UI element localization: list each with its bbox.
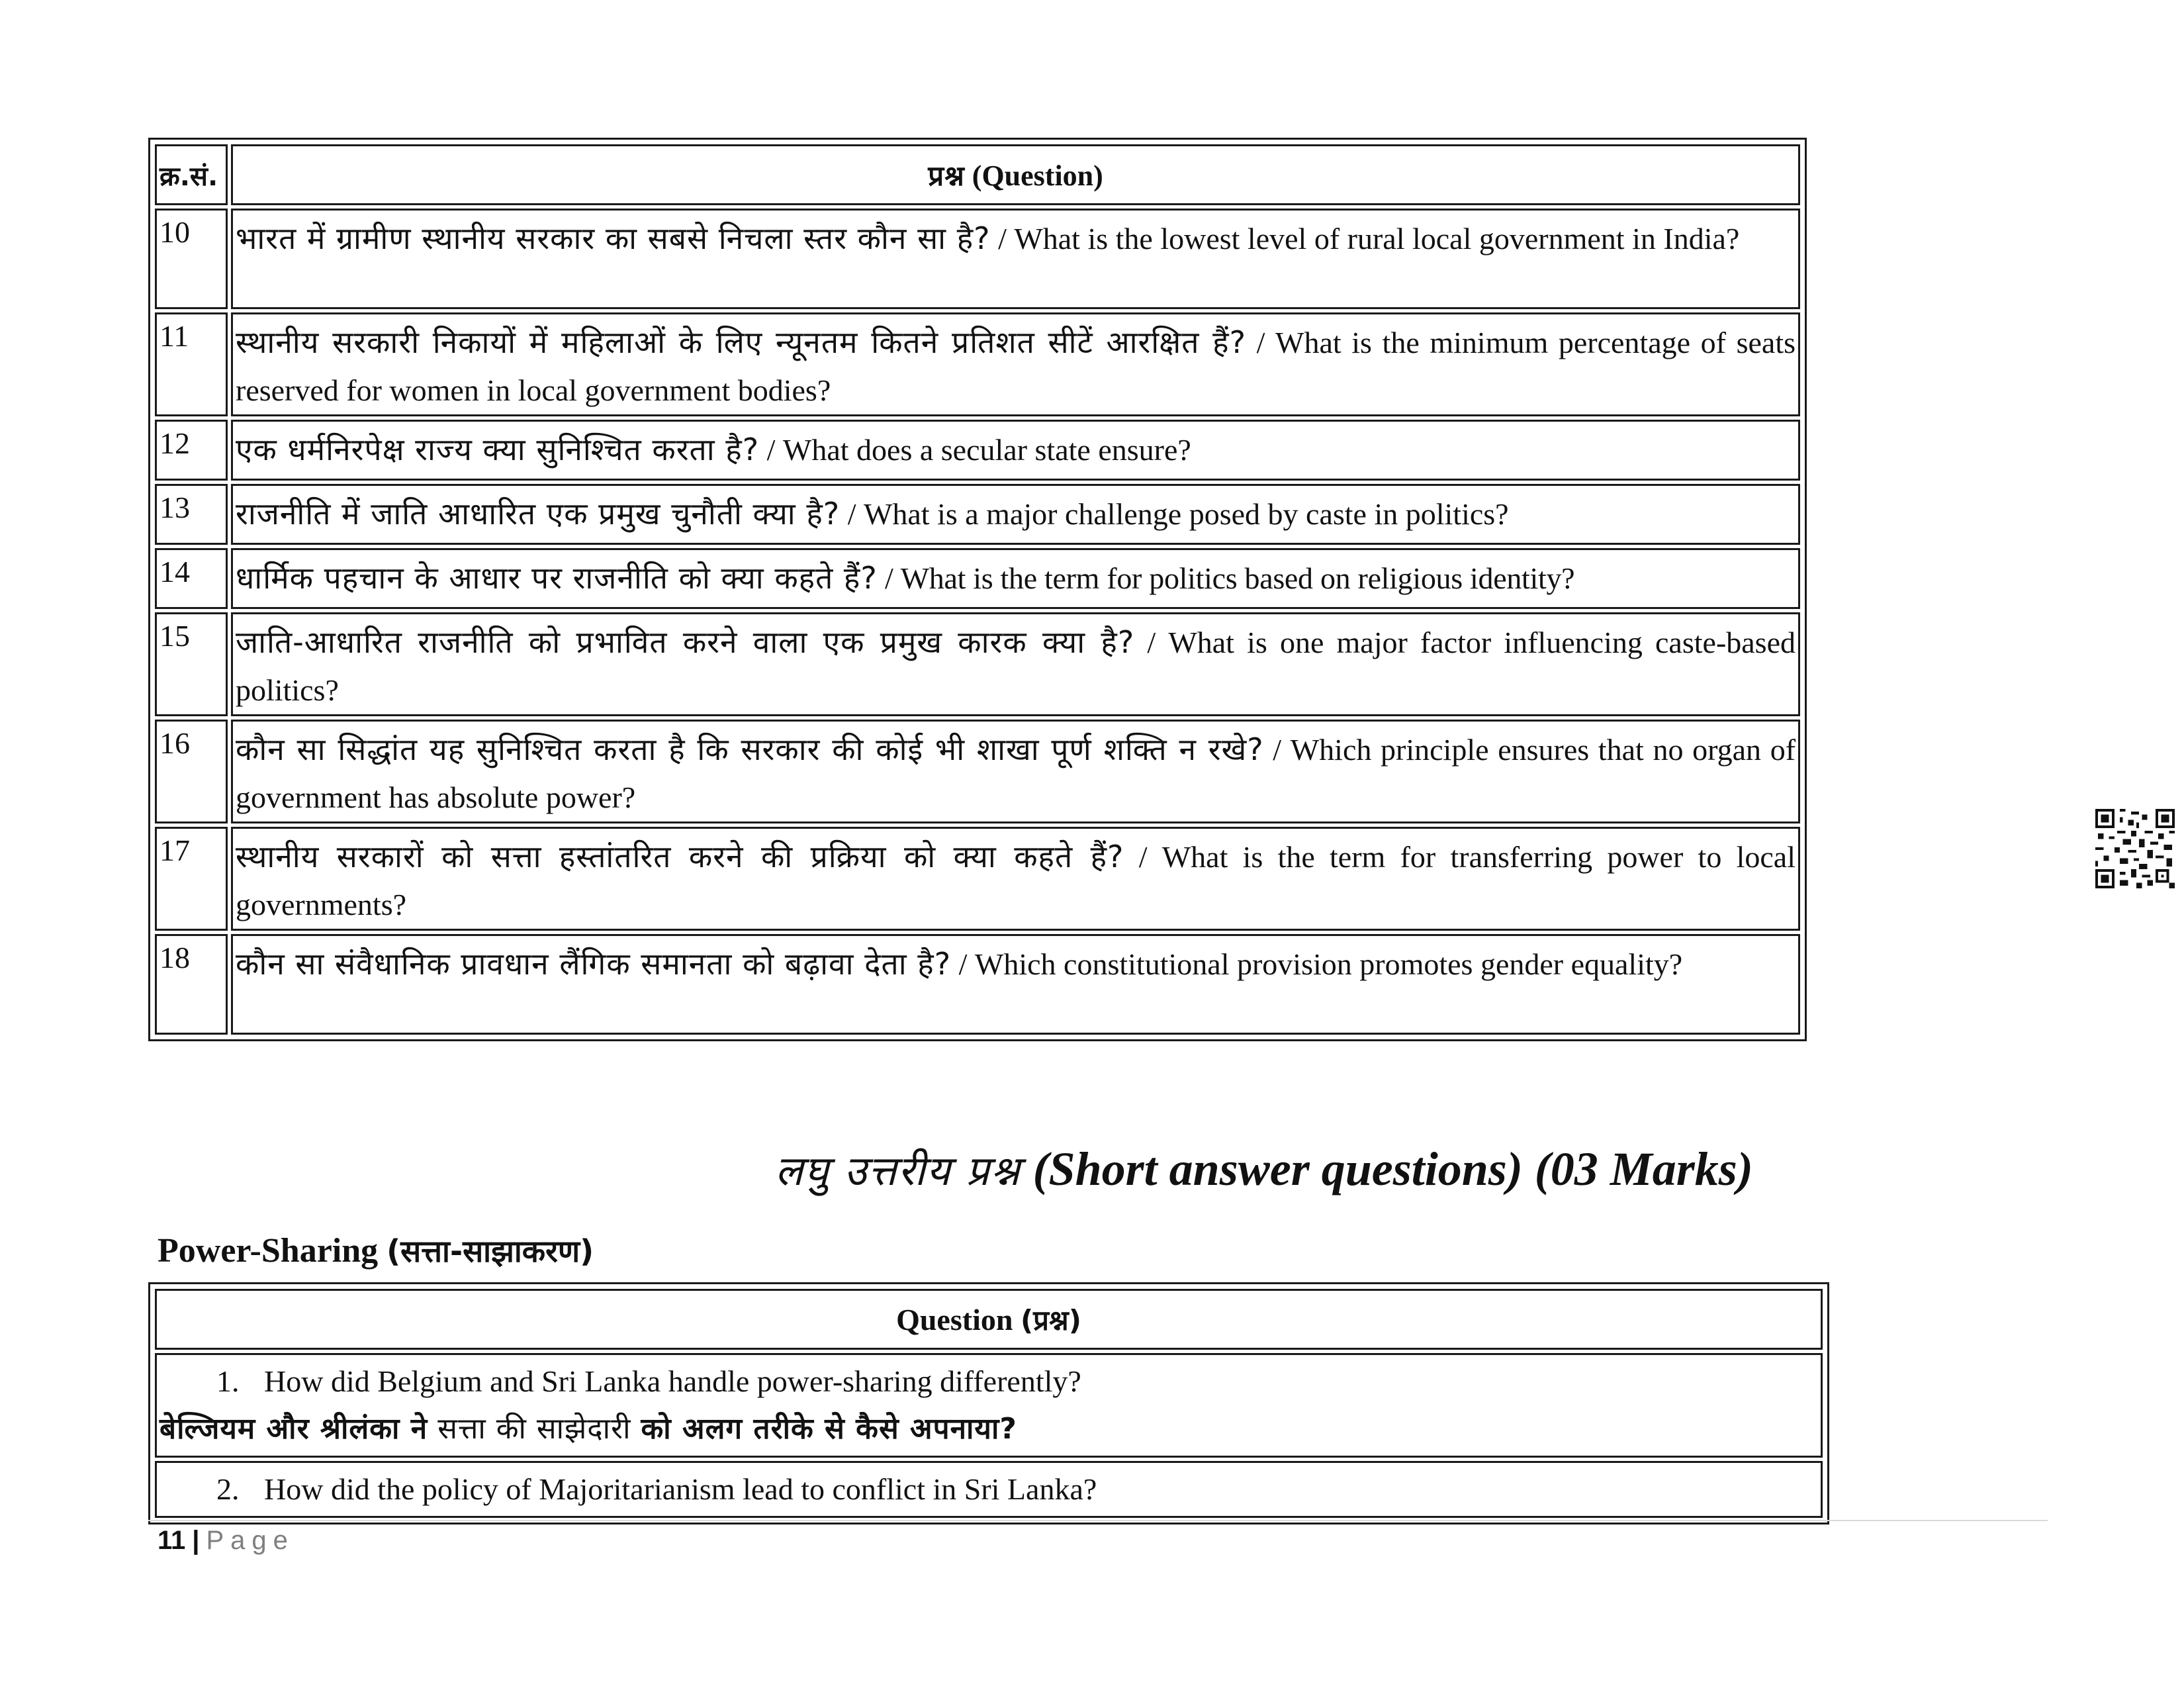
row-question xyxy=(231,827,1800,931)
short-answer-heading xyxy=(0,1142,2184,1197)
question-hindi-part-a: बेल्जियम और श्रीलंका ने xyxy=(159,1412,428,1446)
question-hindi: राजनीति में जाति आधारित एक प्रमुख चुनौती क्या है? xyxy=(236,496,841,532)
short-answer-heading-hindi: लघु उत्तरीय प्रश्न xyxy=(775,1147,1021,1195)
question-hindi: कौन सा सिद्धांत यह सुनिश्चित करता है कि सरकार की कोई भी शाखा पूर्ण शक्ति न रखे? xyxy=(236,731,1264,767)
section-title xyxy=(158,1230,594,1271)
question-english: / Which constitutional provision promotes gender equality? xyxy=(951,947,1683,981)
row-number: 17 xyxy=(155,827,228,931)
row-number: 18 xyxy=(155,934,228,1035)
question-english: / Which principle ensures that no organ of government has absolute power? xyxy=(236,733,1796,814)
question-hindi: कौन सा संवैधानिक प्रावधान लैंगिक समानता को बढ़ावा देता है? xyxy=(236,946,952,982)
table-row xyxy=(155,312,1800,416)
page-label: Page xyxy=(206,1526,295,1555)
question-english: / What is one major factor influencing caste-based politics? xyxy=(236,626,1796,707)
question-english: / What is the minimum percentage of seats reserved for women in local government bodies? xyxy=(236,326,1796,407)
row-question xyxy=(231,934,1800,1035)
question-hindi-part-b: सत्ता की साझेदारी xyxy=(437,1412,631,1446)
row-number: 15 xyxy=(155,612,228,716)
short-question xyxy=(155,1353,1823,1458)
row-number: 10 xyxy=(155,209,228,309)
table-row xyxy=(155,420,1800,481)
page-footer xyxy=(158,1526,295,1556)
question-hindi: स्थानीय सरकारों को सत्ता हस्तांतरित करने की प्रक्रिया को क्या कहते हैं? xyxy=(236,839,1124,874)
table-row xyxy=(155,612,1800,716)
page-number: 11 xyxy=(158,1526,186,1555)
question-english-line xyxy=(159,1358,1818,1405)
question-hindi: जाति-आधारित राजनीति को प्रभावित करने वाला एक प्रमुख कारक क्या है? xyxy=(236,624,1135,660)
row-question xyxy=(231,612,1800,716)
question-english: / What is the lowest level of rural local government in India? xyxy=(990,222,1740,256)
question-hindi-line xyxy=(159,1405,1818,1453)
question-number: 2. xyxy=(216,1472,240,1506)
short-answer-header-row xyxy=(155,1289,1823,1350)
question-english: / What is a major challenge posed by caste in politics? xyxy=(840,497,1509,531)
row-number: 13 xyxy=(155,484,228,545)
question-hindi: एक धर्मनिरपेक्ष राज्य क्या सुनिश्चित करता है? xyxy=(236,432,760,467)
row-question xyxy=(231,312,1800,416)
table-row xyxy=(155,209,1800,309)
row-question xyxy=(231,484,1800,545)
row-number: 12 xyxy=(155,420,228,481)
table-header-row xyxy=(155,144,1800,205)
question-number: 1. xyxy=(216,1364,240,1398)
question-english: How did the policy of Majoritarianism lead to conflict in Sri Lanka? xyxy=(264,1472,1097,1506)
question-english: / What is the term for politics based on religious identity? xyxy=(877,561,1575,595)
row-question xyxy=(231,720,1800,823)
short-answer-heading-english: (Short answer questions) (03 Marks) xyxy=(1032,1143,1753,1196)
header-question-english: Question xyxy=(896,1302,1013,1336)
table-row xyxy=(155,827,1800,931)
table-row xyxy=(155,934,1800,1035)
short-question xyxy=(155,1461,1823,1518)
header-question xyxy=(231,144,1800,205)
question-hindi: भारत में ग्रामीण स्थानीय सरकार का सबसे निचला स्तर कौन सा है? xyxy=(236,220,991,256)
question-table xyxy=(148,138,1807,1041)
table-row xyxy=(155,484,1800,545)
row-question xyxy=(231,548,1800,609)
qr-code-icon xyxy=(2095,809,2175,888)
row-question xyxy=(231,209,1800,309)
row-number: 14 xyxy=(155,548,228,609)
row-number: 16 xyxy=(155,720,228,823)
row-question xyxy=(231,420,1800,481)
table-row xyxy=(155,548,1800,609)
header-serial-number: क्र.सं. xyxy=(155,144,228,205)
short-answer-header xyxy=(155,1289,1823,1350)
short-answer-table xyxy=(148,1282,1829,1524)
question-hindi: स्थानीय सरकारी निकायों में महिलाओं के लिए न्यूनतम कितने प्रतिशत सीटें आरक्षित हैं? xyxy=(236,324,1247,360)
table-row xyxy=(155,720,1800,823)
section-title-english: Power-Sharing xyxy=(158,1232,379,1270)
question-english: / What is the term for transferring power to local governments? xyxy=(236,840,1796,921)
footer-divider xyxy=(148,1520,2048,1521)
table-row xyxy=(155,1461,1823,1518)
table-row xyxy=(155,1353,1823,1458)
header-question-english: (Question) xyxy=(972,159,1103,192)
question-hindi: धार्मिक पहचान के आधार पर राजनीति को क्या कहते हैं? xyxy=(236,560,878,596)
question-english: How did Belgium and Sri Lanka handle power-sharing differently? xyxy=(264,1364,1081,1398)
question-hindi-part-c: को अलग तरीके से कैसे अपनाया? xyxy=(641,1412,1017,1446)
header-question-hindi: (प्रश्न) xyxy=(1020,1303,1081,1336)
question-english: / What does a secular state ensure? xyxy=(759,433,1191,467)
row-number: 11 xyxy=(155,312,228,416)
footer-separator: | xyxy=(192,1526,200,1555)
section-title-hindi: (सत्ता-साझाकरण) xyxy=(387,1233,594,1269)
question-english-line xyxy=(159,1466,1818,1513)
header-question-hindi: प्रश्न xyxy=(928,159,965,192)
